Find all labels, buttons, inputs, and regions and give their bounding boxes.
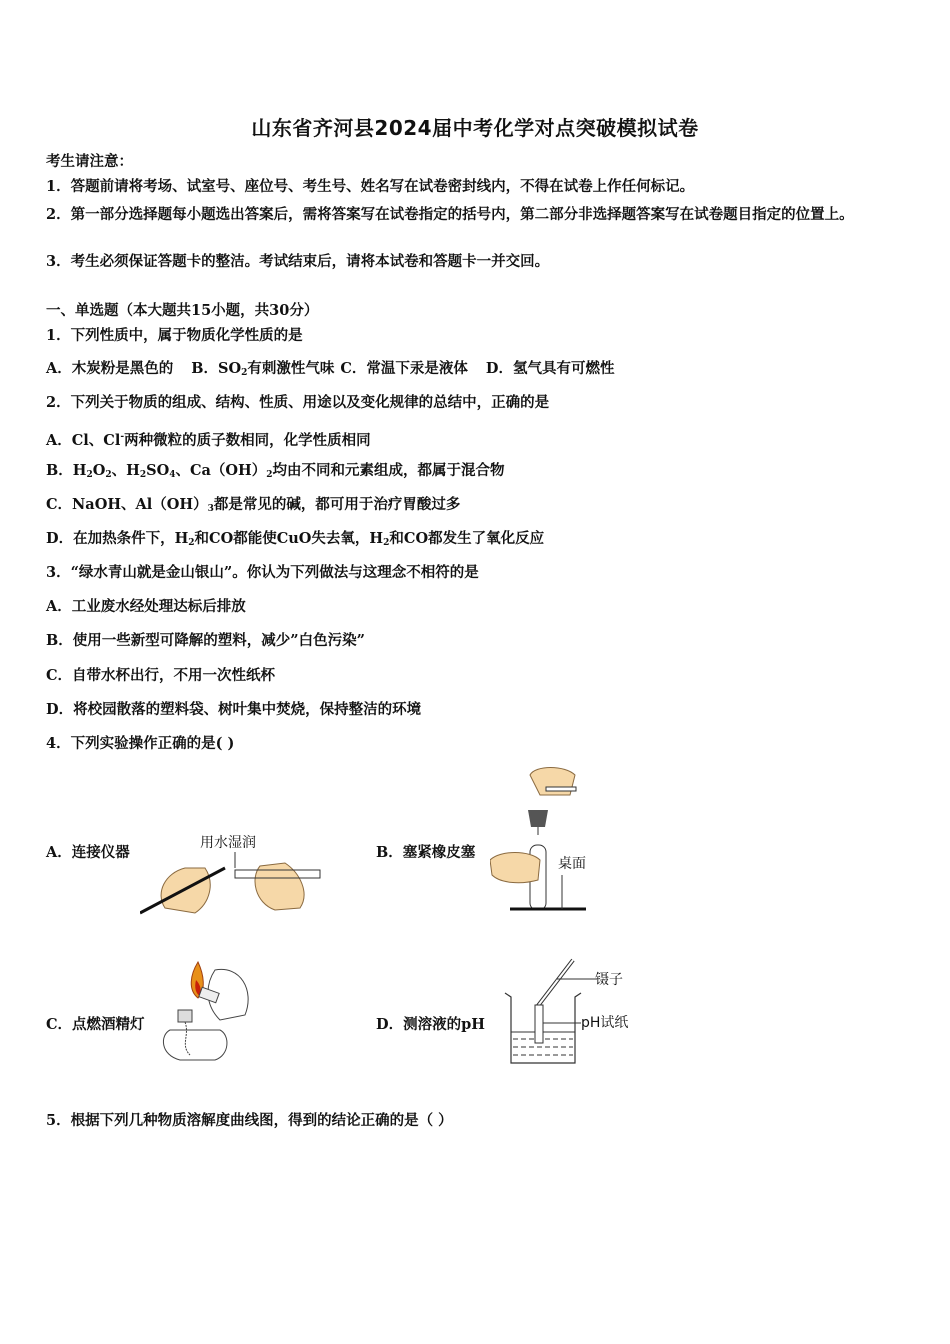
section-heading: 一、单选题（本大题共15小题，共30分） bbox=[46, 302, 319, 319]
q4-option-d: D．测溶液的pH bbox=[376, 1016, 485, 1033]
q4-option-a: A．连接仪器 bbox=[46, 844, 130, 861]
figure-measure-ph bbox=[495, 955, 645, 1070]
q3-option-b: B．使用一些新型可降解的塑料，减少”白色污染” bbox=[46, 632, 365, 649]
figure-light-alcohol-lamp bbox=[160, 960, 260, 1070]
q3-option-c: C．自带水杯出行，不用一次性纸杯 bbox=[46, 667, 276, 684]
notice-item-3: 3．考生必须保证答题卡的整洁。考试结束后，请将本试卷和答题卡一并交回。 bbox=[46, 253, 550, 270]
q1-option-b: B．$SO_2$有刺激性气味 bbox=[191, 360, 335, 378]
question-5-stem: 5．根据下列几种物质溶解度曲线图，得到的结论正确的是（ ） bbox=[46, 1112, 453, 1129]
notice-item-1: 1．答题前请将考场、试室号、座位号、考生号、姓名写在试卷密封线内，不得在试卷上作任何标记。 bbox=[46, 178, 695, 195]
q1-option-c: C．常温下汞是液体 bbox=[340, 360, 468, 377]
q3-option-d: D．将校园散落的塑料袋、树叶集中焚烧，保持整洁的环境 bbox=[46, 701, 422, 718]
q2-option-d: D．在加热条件下，$H_2$和CO都能使CuO失去氧，$H_2$和CO都发生了氧化反应 bbox=[46, 530, 545, 548]
q2-option-a: A．Cl、Cl-两种微粒的质子数相同，化学性质相同 bbox=[46, 432, 371, 449]
question-2-stem: 2．下列关于物质的组成、结构、性质、用途以及变化规律的总结中，正确的是 bbox=[46, 394, 550, 411]
figure-label-tweezers: 镊子 bbox=[595, 972, 623, 988]
test-tube-stopper-icon bbox=[490, 765, 600, 915]
page-title: 山东省齐河县2024届中考化学对点突破模拟试卷 bbox=[251, 116, 699, 140]
figure-label-tabletop: 桌面 bbox=[558, 856, 586, 872]
notice-item-2: 2．第一部分选择题每小题选出答案后，需将答案写在试卷指定的括号内，第二部分非选择题答案写在试卷题目指定的位置上。 bbox=[46, 206, 854, 223]
q3-option-a: A．工业废水经处理达标后排放 bbox=[46, 598, 246, 615]
q4-option-b: B．塞紧橡皮塞 bbox=[376, 844, 476, 861]
question-1-options bbox=[46, 359, 615, 383]
question-3-stem: 3．“绿水青山就是金山银山”。你认为下列做法与这理念不相符的是 bbox=[46, 564, 479, 581]
figure-insert-stopper bbox=[490, 765, 600, 915]
q2-option-c: C．NaOH、$Al(OH)_3$都是常见的碱，都可用于治疗胃酸过多 bbox=[46, 496, 461, 514]
q1-option-d: D．氢气具有可燃性 bbox=[485, 360, 615, 377]
figure-label-wet-with-water: 用水湿润 bbox=[200, 835, 256, 851]
q2-option-b: B．$H_2O_2$、$H_2SO_4$、$Ca(OH)_2$均由不同和元素组成，都属于混合物 bbox=[46, 462, 505, 480]
figure-label-ph-paper: pH试纸 bbox=[581, 1015, 629, 1031]
q1-option-a: A．木炭粉是黑色的 bbox=[46, 360, 174, 377]
q4-option-c: C．点燃酒精灯 bbox=[46, 1016, 145, 1033]
notice-heading: 考生请注意： bbox=[46, 153, 133, 170]
alcohol-lamp-icon bbox=[160, 960, 260, 1070]
question-4-stem: 4．下列实验操作正确的是( ) bbox=[46, 735, 235, 752]
figure-connect-apparatus bbox=[140, 828, 330, 918]
question-1-stem: 1．下列性质中，属于物质化学性质的是 bbox=[46, 327, 303, 344]
